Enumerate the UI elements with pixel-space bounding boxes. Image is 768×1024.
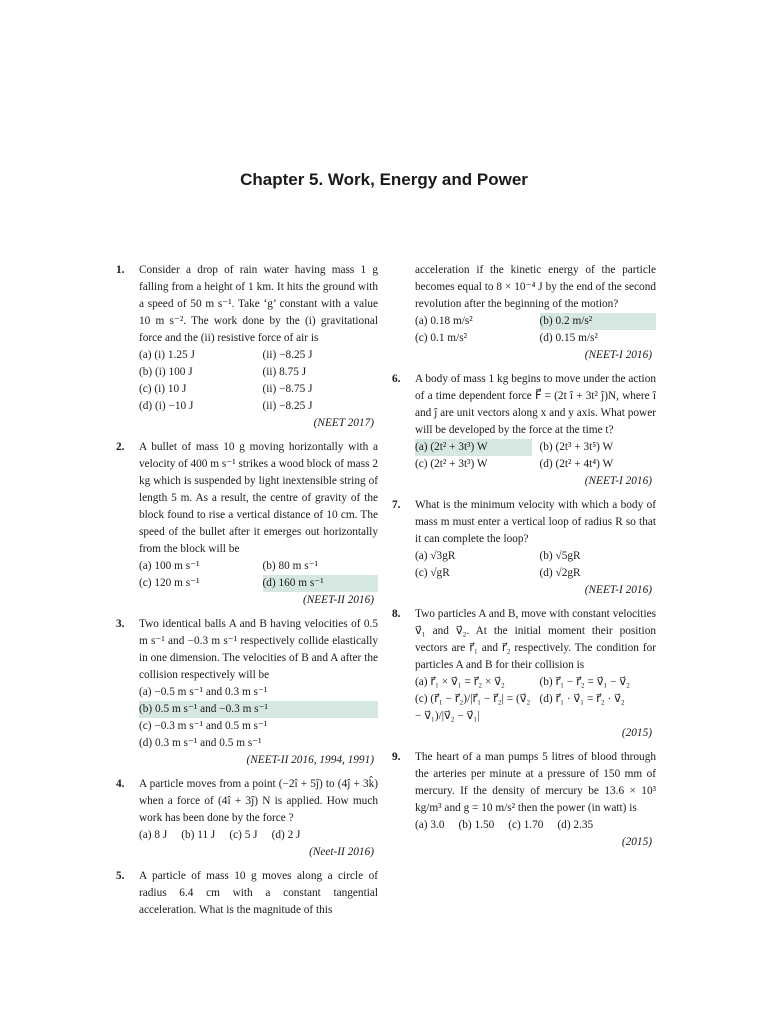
option: (c) 0.1 m/s²: [415, 332, 468, 344]
options: [139, 827, 378, 844]
chapter-title: Chapter 5. Work, Energy and Power: [240, 170, 528, 189]
option: (b) 1.50: [458, 819, 495, 831]
question-number: 8.: [392, 608, 401, 620]
question-text: A bullet of mass 10 g moving horizontally with a velocity of 400 m s⁻¹ strikes a wood block of mass 2 kg which is suspended by light inextensible string of length 5 m. As a result, the centre of gravity of the block found to rise a vertical distance of 10 cm. The speed of the bullet after it emerges out horizontally from the block will be: [139, 441, 378, 555]
option: (c) (r⃗₁ − r⃗₂)/|r⃗₁ − r⃗₂| = (v⃗₂ − v⃗₁)/|v⃗₂ − v⃗₁|: [415, 693, 531, 722]
question-source: (NEET-I 2016): [584, 349, 652, 361]
question-1: [116, 262, 378, 432]
option: (a) 3.0: [415, 819, 445, 831]
option: (b) 11 J: [181, 829, 216, 841]
option: (c) (i) 10 J: [139, 383, 187, 395]
option: (c) 120 m s⁻¹: [139, 577, 200, 589]
options: [415, 313, 656, 347]
option: (d) 2 J: [271, 829, 301, 841]
option: (b) r⃗₁ − r⃗₂ = v⃗₁ − v⃗₂: [539, 676, 630, 688]
question-text: What is the minimum velocity with which a body of mass m must enter a vertical loop of radius R so that it can complete the loop?: [415, 499, 656, 545]
option: (b) 0.2 m/s²: [540, 313, 657, 330]
option: (a) (2t² + 3t³) W: [415, 439, 532, 456]
option: (b) (i) 100 J: [139, 366, 193, 378]
question-4: [116, 776, 378, 861]
option: (a) 8 J: [139, 829, 168, 841]
left-column: [116, 262, 378, 926]
option: (ii) −8.25 J: [262, 400, 313, 412]
option: (a) −0.5 m s⁻¹ and 0.3 m s⁻¹: [139, 686, 268, 698]
option: (c) 5 J: [229, 829, 258, 841]
question-text: A particle moves from a point (−2î + 5ĵ) to (4ĵ + 3k̂) when a force of (4î + 3ĵ) N is applied. How much work has been done by the force ?: [139, 778, 378, 824]
question-9: [392, 749, 656, 851]
question-5-continued: [392, 262, 656, 364]
option: (ii) −8.25 J: [262, 349, 313, 361]
option: (a) 0.18 m/s²: [415, 315, 473, 327]
question-number: 1.: [116, 264, 125, 276]
option: (d) r⃗₁ · v⃗₁ = r⃗₂ · v⃗₂: [539, 693, 625, 705]
question-text: Two identical balls A and B having velocities of 0.5 m s⁻¹ and −0.3 m s⁻¹ respectively collide elastically in one dimension. The velocities of B and A after the collision respectively will be: [139, 618, 378, 681]
options: [415, 548, 656, 582]
question-3: [116, 616, 378, 769]
options: [415, 674, 656, 725]
option: (a) (i) 1.25 J: [139, 349, 195, 361]
question-source: (Neet-II 2016): [309, 846, 374, 858]
option: (a) √3gR: [415, 550, 456, 562]
option: (d) 2.35: [557, 819, 594, 831]
right-column: [392, 262, 656, 858]
question-source: (NEET-II 2016): [302, 594, 374, 606]
question-text: acceleration if the kinetic energy of the particle becomes equal to 8 × 10⁻⁴ J by the end of the second revolution after the beginning of the motion?: [415, 264, 656, 310]
option: (d) √2gR: [539, 567, 581, 579]
question-7: [392, 497, 656, 599]
question-text: A body of mass 1 kg begins to move under the action of a time dependent force F⃗ = (2t î + 3t² ĵ)N, where î and ĵ are unit vectors along x and y axis. What power will be developed by the force at the time t?: [415, 373, 656, 436]
option: (b) 80 m s⁻¹: [262, 560, 318, 572]
question-number: 2.: [116, 441, 125, 453]
options: [139, 347, 378, 415]
question-5: [116, 868, 378, 919]
question-source: (2015): [621, 836, 652, 848]
option: (d) 0.3 m s⁻¹ and 0.5 m s⁻¹: [139, 737, 262, 749]
options: [415, 817, 656, 834]
question-source: (NEET 2017): [313, 417, 374, 429]
options: [139, 558, 378, 592]
question-number: 4.: [116, 778, 125, 790]
question-source: (2015): [621, 727, 652, 739]
option: (d) (2t² + 4t⁴) W: [539, 458, 614, 470]
question-text: A particle of mass 10 g moves along a circle of radius 6.4 cm with a constant tangential acceleration. What is the magnitude of this: [139, 870, 378, 916]
options: [415, 439, 656, 473]
option: (d) 160 m s⁻¹: [263, 575, 379, 592]
question-6: [392, 371, 656, 490]
option: (ii) 8.75 J: [262, 366, 307, 378]
question-source: (NEET-I 2016): [584, 584, 652, 596]
question-number: 6.: [392, 373, 401, 385]
option: (d) (i) −10 J: [139, 400, 194, 412]
option: (ii) −8.75 J: [262, 383, 313, 395]
question-number: 5.: [116, 870, 125, 882]
question-source: (NEET-I 2016): [584, 475, 652, 487]
option: (c) 1.70: [508, 819, 544, 831]
question-text: The heart of a man pumps 5 litres of blood through the arteries per minute at a pressure of 150 mm of mercury. If the density of mercury be 13.6 × 10³ kg/m³ and g = 10 m/s² then the power (in watt) is: [415, 751, 656, 814]
options: [139, 684, 378, 752]
question-source: (NEET-II 2016, 1994, 1991): [246, 754, 374, 766]
option: (d) 0.15 m/s²: [539, 332, 598, 344]
option: (b) √5gR: [539, 550, 581, 562]
option: (b) 0.5 m s⁻¹ and −0.3 m s⁻¹: [139, 701, 378, 718]
option: (c) √gR: [415, 567, 450, 579]
option: (c) (2t² + 3t³) W: [415, 458, 488, 470]
option: (b) (2t³ + 3t⁵) W: [539, 441, 614, 453]
option: (a) 100 m s⁻¹: [139, 560, 200, 572]
question-text: Two particles A and B, move with constant velocities v⃗₁ and v⃗₂. At the initial moment their position vectors are r⃗₁ and r⃗₂ respectively. The condition for particles A and B for their collision is: [415, 608, 656, 671]
question-number: 7.: [392, 499, 401, 511]
question-2: [116, 439, 378, 609]
option: (c) −0.3 m s⁻¹ and 0.5 m s⁻¹: [139, 720, 268, 732]
question-text: Consider a drop of rain water having mass 1 g falling from a height of 1 km. It hits the ground with a speed of 50 m s⁻¹. Take ‘g’ constant with a value 10 m s⁻². The work done by the (i) gravitational force and the (ii) resistive force of air is: [139, 264, 378, 344]
question-number: 9.: [392, 751, 401, 763]
question-8: [392, 606, 656, 742]
question-number: 3.: [116, 618, 125, 630]
option: (a) r⃗₁ × v⃗₁ = r⃗₂ × v⃗₂: [415, 676, 505, 688]
